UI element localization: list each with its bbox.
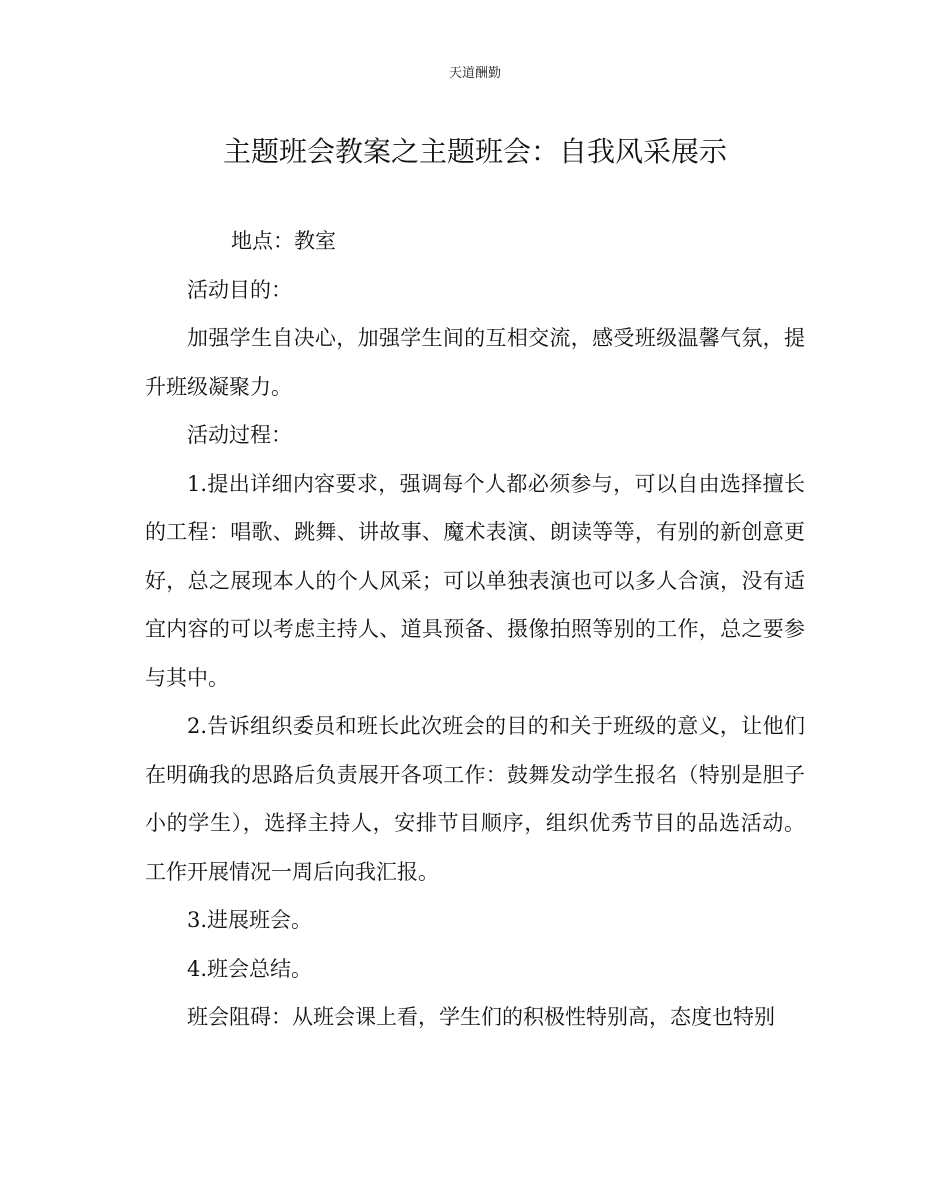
page-header: 天道酬勤 <box>448 66 501 81</box>
paragraph-process-heading: 活动过程： <box>187 423 292 447</box>
paragraph-reflection: 班会阻碍：从班会课上看，学生们的积极性特别高，态度也特别 <box>187 1005 775 1029</box>
paragraph-step-3: 3.进展班会。 <box>187 908 313 932</box>
paragraph-step-2: 2.告诉组织委员和班长此次班会的目的和关于班级的意义，让他们在明确我的思路后负责展开各项工作：鼓舞发动学生报名（特别是胆子小的学生），选择主持人，安排节目顺序，组织优秀节目的品选活动。工作开展情况一周后向我汇报。 <box>145 714 805 884</box>
document-title: 主题班会教案之主题班会：自我风采展示 <box>222 135 727 168</box>
paragraph-purpose: 加强学生自决心，加强学生间的互相交流，感受班级温馨气氛，提升班级凝聚力。 <box>145 326 805 399</box>
document-body <box>145 217 805 1042</box>
paragraph-purpose-heading: 活动目的： <box>187 277 292 302</box>
paragraph-location: 地点：教室 <box>231 229 336 253</box>
paragraph-step-4: 4.班会总结。 <box>187 956 313 981</box>
paragraph-step-1: 1.提出详细内容要求，强调每个人都必须参与，可以自由选择擅长的工程：唱歌、跳舞、讲故事、魔术表演、朗读等等，有别的新创意更好，总之展现本人的个人风采；可以单独表演也可以多人合演，没有适宜内容的可以考虑主持人、道具预备、摄像拍照等别的工作，总之要参与其中。 <box>145 471 805 690</box>
